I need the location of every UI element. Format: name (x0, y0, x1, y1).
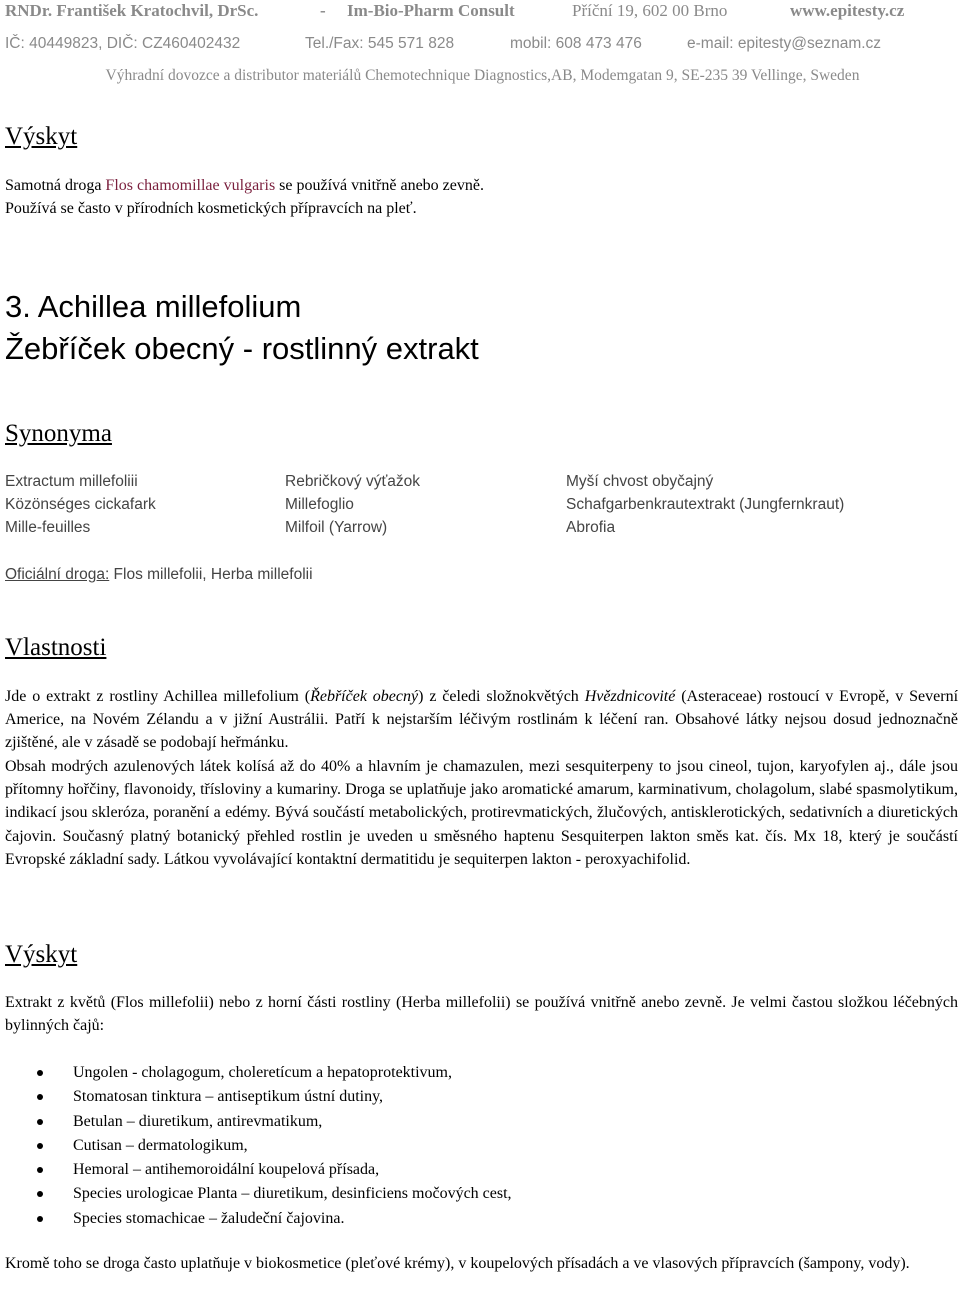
official-drug-value: Flos millefolii, Herba millefolii (109, 566, 313, 583)
official-drug-label: Oficiální droga: (5, 566, 110, 583)
synonym-cell: Millefoglio (285, 496, 354, 513)
synonym-cell: Milfoil (Yarrow) (285, 519, 388, 536)
list-item (0, 1207, 512, 1231)
section-heading-synonyma: Synonyma (5, 420, 112, 447)
vyskyt-2-paragraph-2: Kromě toho se droga často uplatňuje v biokosmetice (pleťové krémy), v koupelových přísadách a ve vlasových přípravcích (šampony, vody). (5, 1255, 910, 1272)
text-run: (Asteraceae) rostoucí v Evropě, v Severní Americe, na Novém Zélandu a v jižní Austrálii. Patří k nejstarším léčivým rostlinám k léčení ran. Obsahové látky nejsou dosud jednoznačně zjištěné, ale v zásadě se podobají heřmánku. (5, 688, 959, 752)
list-item-text: Hemoral – antihemoroidální koupelová přísada, (73, 1161, 380, 1179)
list-item (0, 1085, 512, 1109)
vyskyt-2-paragraph-1: Extrakt z květů (Flos millefolii) nebo z horní části rostliny (Herba millefolii) se používá vnitřně anebo zevně. Je velmi častou složkou léčebných bylinných čajů: (5, 994, 958, 1035)
synonym-cell: Közönséges cickafark (5, 496, 156, 513)
official-drug (5, 564, 313, 586)
bullet-icon (37, 1070, 43, 1076)
text-run: ) z čeledi složnokvětých (418, 688, 585, 705)
synonym-cell: Mille-feuilles (5, 519, 91, 536)
vlastnosti-paragraph-2: Obsah modrých azulenových látek kolísá až do 40% a hlavním je chamazulen, mezi sesquiterpeny to jsou cineol, tujon, karyofylen aj., dále jsou přítomny hořčiny, flavonoidy, třísloviny a kumariny. Droga se uplatňuje jako aromatické amarum, karminativum, cholagolum, slabé spasmolytikum, indikací jsou skleróza, poranění a edémy. Bývá součástí metabolických, protirevmatických, žlučových, antisklerotických, sedativních a diuretických čajovin. Současný platný botanický přehled rostlin je uveden u směsného haptenu Sesquiterpen lakton směs kat. čís. Mx 18, který je součástí Evropské základní sady. Látkou vyvolávající kontaktní dermatitidu je sequiterpen lakton - peroxyachifolid. (5, 758, 958, 868)
text-run: Samotná droga (5, 177, 106, 194)
list-item-text: Betulan – diuretikum, antirevmatikum, (73, 1112, 323, 1130)
list-item-text: Stomatosan tinktura – antiseptikum ústní dutiny, (73, 1088, 384, 1106)
tea-list (0, 1061, 512, 1231)
section-heading-vyskyt-1: Výskyt (5, 123, 78, 150)
synonym-row (5, 517, 955, 539)
list-item-text: Cutisan – dermatologikum, (73, 1136, 248, 1154)
list-item (0, 1182, 512, 1206)
company-address: Příční 19, 602 00 Brno (572, 1, 728, 20)
italic-term: Řebříček obecný (310, 688, 419, 705)
vyskyt-1-line-2: Používá se často v přírodních kosmetických přípravcích na pleť. (5, 200, 417, 217)
tel-fax: Tel./Fax: 545 571 828 (305, 35, 455, 52)
synonym-cell: Rebričkový výťažok (285, 473, 421, 490)
website-link[interactable]: www.epitesty.cz (790, 1, 905, 20)
list-item (0, 1134, 512, 1158)
text-run: se používá vnitřně anebo zevně. (275, 177, 484, 194)
italic-term: Hvězdnicovité (584, 688, 676, 705)
company-ids: IČ: 40449823, DIČ: CZ460402432 (5, 35, 241, 52)
header-dash: - (320, 1, 326, 20)
synonym-row (5, 494, 955, 516)
list-item (0, 1110, 512, 1134)
list-item (0, 1061, 512, 1085)
list-item-text: Species stomachicae – žaludeční čajovina. (73, 1209, 345, 1227)
vyskyt-1-line-1 (5, 174, 484, 197)
distributor-line: Výhradní dovozce a distributor materiálů Chemotechnique Diagnostics,AB, Modemgatan 9, SE-235 39 Vellinge, Sweden (105, 67, 860, 84)
letterhead-line-2 (5, 33, 960, 55)
synonym-cell: Abrofia (566, 519, 616, 536)
bullet-icon (37, 1191, 43, 1197)
section-heading-vlastnosti: Vlastnosti (5, 634, 107, 661)
list-item (0, 1158, 512, 1182)
synonym-cell: Schafgarbenkrautextrakt (Jungfernkraut) (566, 496, 845, 513)
article-title-line-1: 3. Achillea millefolium (5, 289, 302, 324)
article-title-line-2: Žebříček obecný - rostlinný extrakt (5, 331, 479, 366)
email-address[interactable]: e-mail: epitesty@seznam.cz (687, 35, 882, 52)
company-name: RNDr. František Kratochvil, DrSc. (5, 1, 259, 20)
bullet-icon (37, 1094, 43, 1100)
vlastnosti-paragraph-1 (5, 685, 958, 755)
synonym-row (5, 471, 955, 493)
brand-name: Im-Bio-Pharm Consult (347, 1, 515, 20)
bullet-icon (37, 1119, 43, 1125)
mobile-number: mobil: 608 473 476 (510, 35, 642, 52)
list-item-text: Species urologicae Planta – diuretikum, desinficiens močových cest, (73, 1185, 512, 1203)
bullet-icon (37, 1216, 43, 1222)
section-heading-vyskyt-2: Výskyt (5, 941, 78, 968)
letterhead-line-1 (5, 0, 960, 22)
drug-name: Flos chamomillae vulgaris (105, 177, 276, 194)
list-item-text: Ungolen - cholagogum, choleretícum a hepatoprotektivum, (73, 1064, 452, 1081)
text-run: Jde o extrakt z rostliny Achillea millefolium ( (5, 688, 311, 705)
bullet-icon (37, 1167, 43, 1173)
synonym-cell: Myší chvost obyčajný (566, 473, 714, 490)
bullet-icon (37, 1143, 43, 1149)
synonym-cell: Extractum millefoliii (5, 473, 138, 490)
